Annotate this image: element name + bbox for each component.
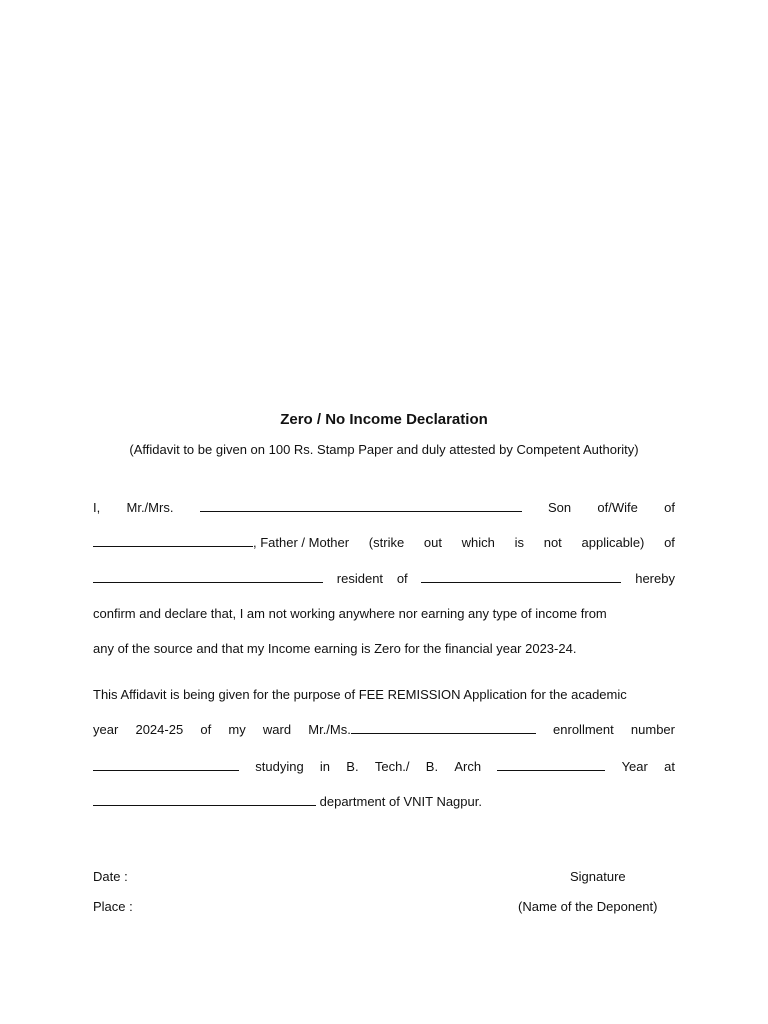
signature-label: Signature [570,869,626,884]
document-title: Zero / No Income Declaration [280,411,488,428]
deponent-label: (Name of the Deponent) [518,899,658,914]
department-blank [93,793,316,806]
parent-name-blank [93,534,253,547]
document-subtitle: (Affidavit to be given on 100 Rs. Stamp Paper and duly attested by Competent Authority) [129,442,639,457]
para1-line3: resident of hereby [93,570,675,588]
enrollment-blank [93,758,239,771]
ward-name-blank [351,721,536,734]
para2-line1: This Affidavit is being given for the purpose of FEE REMISSION Application for the academic [93,687,627,702]
para1-line5: any of the source and that my Income earning is Zero for the financial year 2023-24. [93,641,577,656]
address-blank [421,570,621,583]
relation-blank [93,570,323,583]
para1-line4: confirm and declare that, I am not working anywhere nor earning any type of income from [93,606,607,621]
year-blank [497,758,605,771]
para2-line2: year 2024-25 of my ward Mr./Ms. enrollment number [93,722,675,737]
name-blank [200,499,522,512]
para1-line2: , Father / Mother (strike out which is not applicable) of [93,534,675,552]
date-label: Date : [93,869,128,884]
place-label: Place : [93,899,133,914]
para2-line3: studying in B. Tech./ B. Arch Year at [93,758,675,776]
para2-line4: department of VNIT Nagpur. [93,793,675,811]
para1-line1: I, Mr./Mrs. Son of/Wife of [93,500,675,515]
